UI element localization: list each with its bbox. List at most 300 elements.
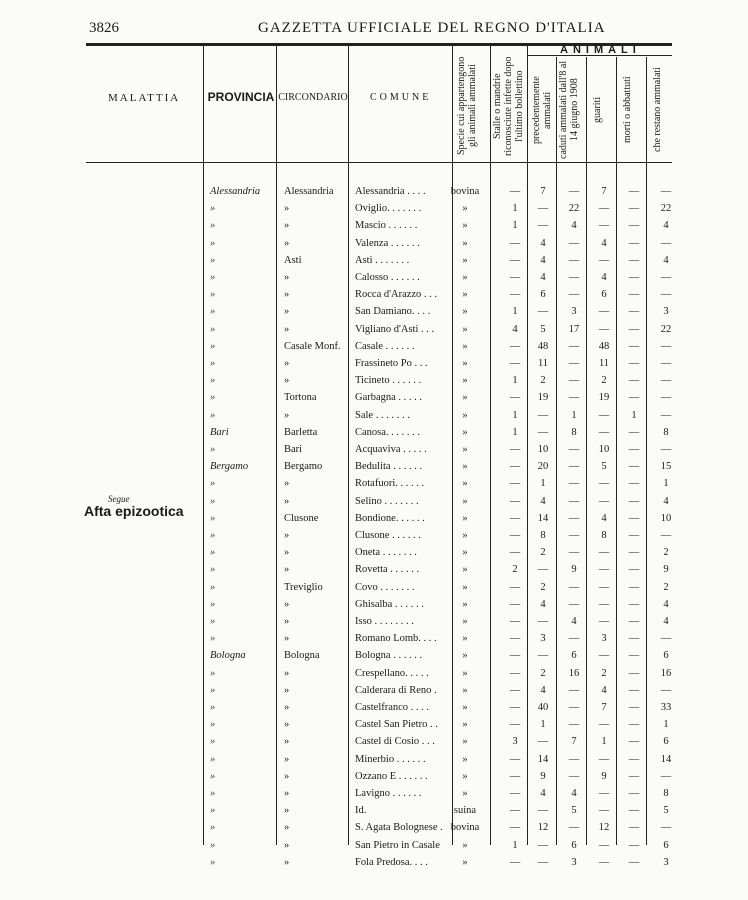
cell-morti: — [628, 564, 640, 576]
cell-morti: — [628, 788, 640, 799]
cell-circondario: » [284, 770, 290, 782]
cell-circondario: » [284, 598, 290, 610]
cell-specie: » [462, 203, 468, 215]
cell-stalle: — [509, 444, 521, 455]
table-row [0, 200, 748, 217]
cell-caduti: — [568, 512, 580, 524]
cell-caduti: — [568, 530, 580, 541]
cell-restano: 2 [663, 547, 669, 559]
cell-guariti: — [598, 564, 610, 576]
cell-morti: — [628, 547, 640, 559]
table-row [0, 561, 748, 578]
cell-restano: — [660, 530, 672, 541]
cell-provincia: » [210, 770, 216, 782]
cell-precedentemente: 6 [540, 289, 546, 301]
cell-caduti: — [568, 461, 580, 473]
cell-comune: Calderara di Reno . [355, 684, 437, 696]
cell-circondario: » [284, 323, 290, 335]
cell-guariti: 5 [601, 461, 607, 473]
cell-provincia: » [210, 444, 216, 455]
cell-restano: 6 [663, 650, 669, 662]
table-row [0, 458, 748, 475]
cell-specie: » [462, 237, 468, 249]
cell-guariti: 4 [601, 272, 607, 283]
cell-specie: » [462, 272, 468, 283]
cell-specie: » [462, 633, 468, 645]
cell-restano: 10 [660, 512, 672, 524]
cell-specie: » [462, 856, 468, 868]
cell-provincia: » [210, 805, 216, 817]
cell-guariti: 4 [601, 684, 607, 696]
cell-circondario: Clusone [284, 512, 319, 524]
cell-precedentemente: — [537, 203, 549, 215]
page-title: GAZZETTA UFFICIALE DEL REGNO D'ITALIA [258, 20, 606, 36]
cell-stalle: — [509, 805, 521, 817]
cell-restano: 22 [660, 323, 672, 335]
cell-stalle: — [509, 186, 521, 197]
cell-comune: Bedulita . . . . . . [355, 461, 423, 473]
cell-stalle: — [509, 272, 521, 283]
cell-caduti: — [568, 753, 580, 765]
cell-comune: Acquaviva . . . . . [355, 444, 427, 455]
cell-restano: — [660, 684, 672, 696]
cell-specie: » [462, 409, 468, 421]
table-row [0, 716, 748, 733]
cell-precedentemente: — [537, 306, 549, 318]
cell-circondario: » [284, 547, 290, 559]
cell-precedentemente: 10 [537, 444, 549, 455]
table-row [0, 768, 748, 785]
cell-specie: » [462, 753, 468, 765]
cell-circondario: » [284, 702, 290, 713]
cell-stalle: — [509, 237, 521, 249]
cell-caduti: — [568, 392, 580, 404]
cell-morti: — [628, 272, 640, 283]
header-precedentemente: precedentemente ammalati [531, 76, 553, 144]
cell-comune: Ozzano E . . . . . . [355, 770, 428, 782]
cell-provincia: » [210, 788, 216, 799]
cell-comune: Alessandria . . . . [355, 186, 426, 197]
cell-morti: — [628, 375, 640, 387]
page-number: 3826 [89, 20, 119, 36]
cell-circondario: » [284, 375, 290, 387]
cell-stalle: — [509, 358, 521, 369]
header-provincia: PROVINCIA [207, 90, 275, 104]
cell-comune: Castelfranco . . . . [355, 702, 430, 713]
cell-comune: Rocca d'Arazzo . . . [355, 289, 438, 301]
cell-caduti: 4 [571, 788, 577, 799]
cell-specie: » [462, 444, 468, 455]
cell-restano: 16 [660, 667, 672, 679]
cell-restano: 6 [663, 839, 669, 851]
cell-caduti: — [568, 444, 580, 455]
cell-caduti: 1 [571, 409, 577, 421]
cell-specie: » [462, 375, 468, 387]
cell-guariti: 6 [601, 289, 607, 301]
cell-stalle: — [509, 495, 521, 507]
cell-guariti: — [598, 839, 610, 851]
cell-comune: Ticineto . . . . . . [355, 375, 422, 387]
cell-precedentemente: 4 [540, 788, 546, 799]
table-row [0, 699, 748, 716]
cell-provincia: » [210, 272, 216, 283]
table-row [0, 372, 748, 389]
cell-stalle: — [509, 856, 521, 868]
cell-precedentemente: 48 [537, 340, 549, 352]
table-row [0, 751, 748, 768]
table-row [0, 527, 748, 544]
cell-provincia: » [210, 581, 216, 593]
cell-precedentemente: 12 [537, 822, 549, 834]
cell-morti: — [628, 426, 640, 438]
cell-provincia: » [210, 409, 216, 421]
cell-stalle: — [509, 633, 521, 645]
cell-provincia: » [210, 856, 216, 868]
cell-precedentemente: 4 [540, 495, 546, 507]
cell-caduti: — [568, 478, 580, 490]
cell-precedentemente: 4 [540, 237, 546, 249]
cell-morti: — [628, 633, 640, 645]
cell-provincia: » [210, 839, 216, 851]
cell-comune: Bologna . . . . . . [355, 650, 423, 662]
cell-provincia: » [210, 203, 216, 215]
cell-guariti: 1 [601, 736, 607, 748]
cell-stalle: 2 [512, 564, 518, 576]
cell-precedentemente: 8 [540, 530, 546, 541]
table-row [0, 286, 748, 303]
table-row [0, 785, 748, 802]
cell-stalle: — [509, 719, 521, 731]
cell-guariti: 3 [601, 633, 607, 645]
table-row [0, 424, 748, 441]
cell-precedentemente: — [537, 736, 549, 748]
cell-restano: 6 [663, 736, 669, 748]
cell-circondario: » [284, 616, 290, 627]
table-row [0, 596, 748, 613]
cell-precedentemente: — [537, 220, 549, 232]
cell-provincia: » [210, 289, 216, 301]
cell-stalle: 1 [512, 306, 518, 318]
header-bottom-rule [86, 162, 672, 163]
cell-comune: Minerbio . . . . . . [355, 753, 426, 765]
cell-comune: Oviglio. . . . . . . [355, 203, 422, 215]
cell-stalle: — [509, 530, 521, 541]
cell-circondario: » [284, 805, 290, 817]
cell-circondario: » [284, 564, 290, 576]
cell-guariti: — [598, 323, 610, 335]
cell-comune: Clusone . . . . . . [355, 530, 421, 541]
cell-guariti: — [598, 478, 610, 490]
cell-stalle: — [509, 340, 521, 352]
cell-caduti: 4 [571, 220, 577, 232]
cell-precedentemente: 14 [537, 512, 549, 524]
header-morti: morti o abbattuti [622, 76, 633, 144]
table-row [0, 854, 748, 871]
cell-precedentemente: 40 [537, 702, 549, 713]
cell-circondario: » [284, 667, 290, 679]
cell-guariti: — [598, 616, 610, 627]
cell-provincia: » [210, 667, 216, 679]
cell-circondario: » [284, 478, 290, 490]
cell-restano: 33 [660, 702, 672, 713]
cell-specie: » [462, 495, 468, 507]
cell-guariti: 9 [601, 770, 607, 782]
cell-restano: — [660, 272, 672, 283]
cell-morti: — [628, 340, 640, 352]
cell-guariti: — [598, 788, 610, 799]
cell-provincia: » [210, 598, 216, 610]
cell-guariti: 10 [598, 444, 610, 455]
cell-comune: Casale . . . . . . [355, 340, 415, 352]
table-row [0, 493, 748, 510]
cell-guariti: — [598, 581, 610, 593]
table-row [0, 647, 748, 664]
cell-guariti: — [598, 805, 610, 817]
cell-provincia: » [210, 392, 216, 404]
cell-caduti: — [568, 633, 580, 645]
cell-specie: » [462, 770, 468, 782]
cell-provincia: Bergamo [210, 461, 249, 473]
cell-guariti: — [598, 547, 610, 559]
cell-stalle: 3 [512, 736, 518, 748]
cell-specie: » [462, 684, 468, 696]
cell-caduti: — [568, 375, 580, 387]
cell-circondario: » [284, 736, 290, 748]
cell-caduti: 7 [571, 736, 577, 748]
cell-restano: — [660, 392, 672, 404]
cell-precedentemente: — [537, 564, 549, 576]
table-row [0, 183, 748, 200]
cell-caduti: — [568, 598, 580, 610]
cell-caduti: 3 [571, 306, 577, 318]
cell-provincia: » [210, 702, 216, 713]
cell-stalle: — [509, 650, 521, 662]
cell-specie: » [462, 289, 468, 301]
cell-restano: — [660, 289, 672, 301]
cell-guariti: 19 [598, 392, 610, 404]
cell-specie: » [462, 220, 468, 232]
cell-specie: » [462, 547, 468, 559]
header-restano: che restano ammalati [652, 67, 663, 153]
cell-caduti: — [568, 770, 580, 782]
cell-circondario: » [284, 530, 290, 541]
cell-guariti: 12 [598, 822, 610, 834]
cell-restano: — [660, 340, 672, 352]
cell-morti: — [628, 839, 640, 851]
cell-restano: 9 [663, 564, 669, 576]
cell-stalle: — [509, 392, 521, 404]
cell-stalle: 4 [512, 323, 518, 335]
cell-guariti: 2 [601, 375, 607, 387]
cell-specie: bovina [450, 186, 480, 197]
cell-guariti: — [598, 306, 610, 318]
cell-guariti: — [598, 254, 610, 266]
cell-restano: 1 [663, 478, 669, 490]
cell-morti: — [628, 805, 640, 817]
cell-precedentemente: — [537, 616, 549, 627]
header-guariti: guariti [592, 96, 603, 124]
table-row [0, 819, 748, 836]
cell-restano: 4 [663, 616, 669, 627]
cell-precedentemente: 1 [540, 719, 546, 731]
cell-precedentemente: 5 [540, 323, 546, 335]
table-row [0, 269, 748, 286]
cell-morti: 1 [631, 409, 637, 421]
cell-precedentemente: — [537, 805, 549, 817]
cell-morti: — [628, 323, 640, 335]
cell-provincia: » [210, 530, 216, 541]
cell-comune: Oneta . . . . . . . [355, 547, 417, 559]
cell-provincia: » [210, 564, 216, 576]
cell-guariti: — [598, 719, 610, 731]
cell-morti: — [628, 289, 640, 301]
cell-restano: 4 [663, 495, 669, 507]
cell-specie: » [462, 461, 468, 473]
cell-precedentemente: 19 [537, 392, 549, 404]
cell-specie: bovina [450, 822, 480, 834]
cell-caduti: — [568, 340, 580, 352]
cell-precedentemente: 2 [540, 547, 546, 559]
cell-restano: 2 [663, 581, 669, 593]
cell-stalle: — [509, 547, 521, 559]
cell-caduti: — [568, 495, 580, 507]
cell-comune: Romano Lomb. . . . [355, 633, 437, 645]
cell-specie: » [462, 512, 468, 524]
cell-specie: » [462, 719, 468, 731]
cell-circondario: Tortona [284, 392, 317, 404]
cell-caduti: 22 [568, 203, 580, 215]
cell-guariti: 4 [601, 512, 607, 524]
cell-specie: » [462, 667, 468, 679]
cell-circondario: Barletta [284, 426, 318, 438]
cell-circondario: Asti [284, 254, 302, 266]
cell-provincia: » [210, 547, 216, 559]
cell-morti: — [628, 753, 640, 765]
cell-stalle: — [509, 478, 521, 490]
cell-precedentemente: 11 [537, 358, 549, 369]
cell-specie: » [462, 581, 468, 593]
cell-caduti: 4 [571, 616, 577, 627]
cell-caduti: — [568, 547, 580, 559]
cell-provincia: » [210, 753, 216, 765]
cell-stalle: — [509, 512, 521, 524]
cell-restano: 4 [663, 220, 669, 232]
cell-precedentemente: — [537, 650, 549, 662]
cell-caduti: 6 [571, 839, 577, 851]
cell-morti: — [628, 512, 640, 524]
cell-circondario: » [284, 306, 290, 318]
cell-circondario: » [284, 220, 290, 232]
cell-guariti: — [598, 203, 610, 215]
cell-caduti: — [568, 289, 580, 301]
cell-restano: 8 [663, 788, 669, 799]
table-row [0, 407, 748, 424]
cell-stalle: 1 [512, 839, 518, 851]
cell-restano: 8 [663, 426, 669, 438]
cell-circondario: » [284, 788, 290, 799]
cell-morti: — [628, 530, 640, 541]
cell-precedentemente: — [537, 839, 549, 851]
cell-comune: Isso . . . . . . . . [355, 616, 414, 627]
header-comune: COMUNE [370, 92, 432, 103]
cell-comune: Calosso . . . . . . [355, 272, 420, 283]
table-row [0, 579, 748, 596]
cell-stalle: 1 [512, 375, 518, 387]
cell-provincia: » [210, 478, 216, 490]
table-row [0, 389, 748, 406]
table-row [0, 475, 748, 492]
cell-provincia: » [210, 616, 216, 627]
cell-comune: Fola Predosa. . . . [355, 856, 428, 868]
cell-circondario: Bologna [284, 650, 320, 662]
table-row [0, 613, 748, 630]
cell-morti: — [628, 478, 640, 490]
cell-caduti: 3 [571, 856, 577, 868]
cell-caduti: 8 [571, 426, 577, 438]
cell-guariti: 7 [601, 702, 607, 713]
cell-specie: » [462, 306, 468, 318]
cell-precedentemente: — [537, 409, 549, 421]
cell-provincia: » [210, 306, 216, 318]
cell-circondario: » [284, 358, 290, 369]
header-circondario: CIRCONDARIO [278, 92, 348, 103]
header-malattia: MALATTIA [108, 92, 181, 104]
cell-stalle: — [509, 289, 521, 301]
cell-comune: Asti . . . . . . . [355, 254, 410, 266]
cell-comune: Id. [355, 805, 367, 817]
cell-morti: — [628, 203, 640, 215]
cell-provincia: Alessandria [210, 186, 261, 197]
cell-circondario: » [284, 289, 290, 301]
cell-guariti: — [598, 495, 610, 507]
cell-circondario: » [284, 856, 290, 868]
cell-caduti: 6 [571, 650, 577, 662]
cell-specie: » [462, 426, 468, 438]
cell-provincia: » [210, 736, 216, 748]
cell-morti: — [628, 770, 640, 782]
cell-provincia: » [210, 220, 216, 232]
cell-precedentemente: 2 [540, 667, 546, 679]
cell-morti: — [628, 237, 640, 249]
cell-guariti: — [598, 220, 610, 232]
cell-morti: — [628, 650, 640, 662]
cell-provincia: Bari [210, 426, 229, 438]
table-row [0, 441, 748, 458]
cell-morti: — [628, 822, 640, 834]
cell-circondario: » [284, 237, 290, 249]
cell-caduti: — [568, 272, 580, 283]
cell-morti: — [628, 220, 640, 232]
cell-specie: » [462, 616, 468, 627]
cell-specie: » [462, 340, 468, 352]
cell-stalle: 1 [512, 409, 518, 421]
cell-caduti: — [568, 186, 580, 197]
cell-specie: » [462, 702, 468, 713]
cell-caduti: — [568, 237, 580, 249]
cell-circondario: Treviglio [284, 581, 323, 593]
cell-morti: — [628, 358, 640, 369]
cell-comune: Castel San Pietro . . [355, 719, 438, 731]
cell-provincia: » [210, 323, 216, 335]
cell-morti: — [628, 616, 640, 627]
cell-circondario: » [284, 203, 290, 215]
cell-restano: — [660, 409, 672, 421]
cell-morti: — [628, 667, 640, 679]
cell-restano: — [660, 444, 672, 455]
cell-comune: Frassineto Po . . . [355, 358, 428, 369]
cell-stalle: — [509, 788, 521, 799]
cell-restano: 14 [660, 753, 672, 765]
